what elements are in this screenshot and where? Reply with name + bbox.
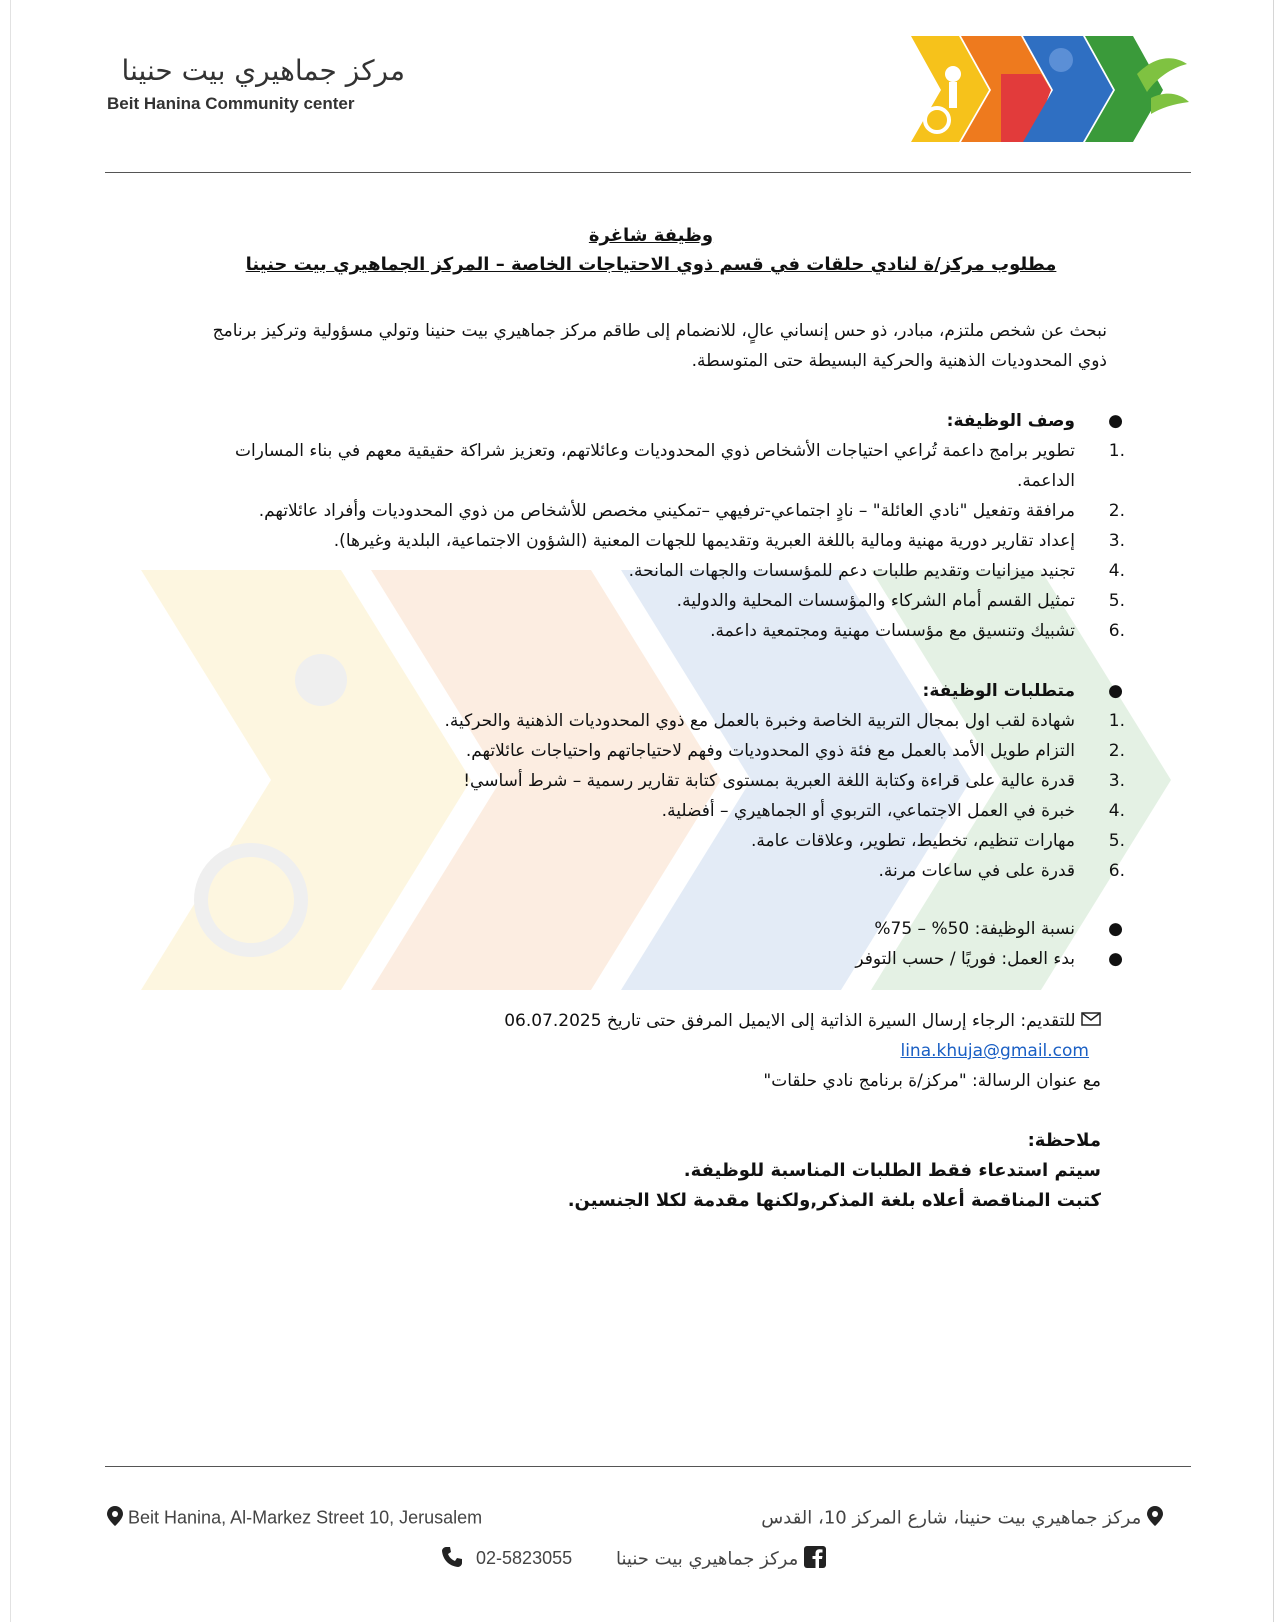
document-subtitle: مطلوب مركز/ة لنادي حلقات في قسم ذوي الاحتياجات الخاصة – المركز الجماهيري بيت حنينا xyxy=(245,254,1057,275)
job-percentage: ● نسبة الوظيفة: 50% – 75% xyxy=(171,914,1131,944)
bullet-icon: ● xyxy=(1108,949,1123,969)
list-item: 1. شهادة لقب اول بمجال التربية الخاصة وخبرة بالعمل مع ذوي المحدوديات الذهنية والحركية. xyxy=(444,711,1125,731)
list-item: 1. تطوير برامج داعمة تُراعي احتياجات الأشخاص ذوي المحدوديات وعائلاتهم، وتعزيز شراكة حقيقية معهم في بناء المسارات الداعمة. xyxy=(234,441,1125,491)
list-item: 2. مرافقة وتفعيل "نادي العائلة" – نادٍ اجتماعي-ترفيهي –تمكيني مخصص للأشخاص من ذوي المحدوديات وأفراد عائلاتهم. xyxy=(258,501,1125,521)
list-item: 5. تمثيل القسم أمام الشركاء والمؤسسات المحلية والدولية. xyxy=(676,591,1125,611)
job-requirements-heading: ● متطلبات الوظيفة: xyxy=(171,676,1131,706)
list-item: 4. خبرة في العمل الاجتماعي، التربوي أو الجماهيري – أفضلية. xyxy=(661,801,1125,821)
bullet-icon: ● xyxy=(1108,919,1123,939)
document-body xyxy=(171,222,1131,1216)
apply-text: للتقديم: الرجاء إرسال السيرة الذاتية إلى الايميل المرفق حتى تاريخ 06.07.2025 xyxy=(171,1006,1101,1036)
job-description-heading: ● وصف الوظيفة: xyxy=(171,406,1131,436)
intro-paragraph: نبحث عن شخص ملتزم، مبادر، ذو حس إنساني عالٍ، للانضمام إلى طاقم مركز جماهيري بيت حنينا وتولي مسؤولية وتركيز برنامج ذوي المحدوديات الذهنية والحركية البسيطة حتى المتوسطة. xyxy=(212,321,1107,371)
bullet-icon: ● xyxy=(1108,681,1123,701)
envelope-icon xyxy=(1081,1006,1101,1036)
note-heading: ملاحظة: xyxy=(1027,1130,1101,1151)
application-instructions xyxy=(171,1006,1131,1096)
org-name-arabic: مركز جماهيري بيت حنينا xyxy=(121,54,405,87)
job-requirements-list xyxy=(171,706,1131,886)
community-center-logo-icon xyxy=(911,34,1191,144)
list-item: 4. تجنيد ميزانيات وتقديم طلبات دعم للمؤسسات والجهات المانحة. xyxy=(628,561,1125,581)
phone-icon xyxy=(441,1546,463,1573)
footer-divider xyxy=(105,1466,1191,1467)
job-requirements-section xyxy=(171,676,1131,886)
note-section xyxy=(171,1126,1131,1216)
list-item: 6. تشبيك وتنسيق مع مؤسسات مهنية ومجتمعية داعمة. xyxy=(710,621,1125,641)
note-line-1: سيتم استدعاء فقط الطلبات المناسبة للوظيفة. xyxy=(683,1160,1101,1181)
footer-address-english: Beit Hanina, Al-Markez Street 10, Jerusalem xyxy=(107,1506,482,1531)
job-description-list xyxy=(171,436,1131,646)
location-pin-icon xyxy=(107,1506,123,1531)
document-title: وظيفة شاغرة xyxy=(588,225,714,246)
list-item: 3. إعداد تقارير دورية مهنية ومالية باللغة العبرية وتقديمها للجهات المعنية (الشؤون الاجتماعية، البلدية وغيرها). xyxy=(333,531,1125,551)
footer-address-arabic: مركز جماهيري بيت حنينا، شارع المركز 10، القدس xyxy=(761,1506,1163,1531)
email-link[interactable]: lina.khuja@gmail.com xyxy=(900,1041,1089,1061)
header-divider xyxy=(105,172,1191,173)
facebook-icon xyxy=(804,1546,826,1573)
note-line-2: كتبت المناقصة أعلاه بلغة المذكر,ولكنها مقدمة لكلا الجنسين. xyxy=(567,1190,1101,1211)
job-details xyxy=(171,914,1131,974)
bullet-icon: ● xyxy=(1108,411,1123,431)
start-date: ● بدء العمل: فوريًا / حسب التوفر xyxy=(171,944,1131,974)
list-item: 5. مهارات تنظيم، تخطيط، تطوير، وعلاقات عامة. xyxy=(750,831,1125,851)
location-pin-icon xyxy=(1147,1506,1163,1531)
list-item: 3. قدرة عالية على قراءة وكتابة اللغة العبرية بمستوى كتابة تقارير رسمية – شرط أساسي! xyxy=(463,771,1125,791)
footer-facebook: مركز جماهيري بيت حنينا xyxy=(616,1546,826,1573)
footer-phone: 02-5823055 xyxy=(441,1546,572,1573)
job-description-section xyxy=(171,406,1131,646)
document-page xyxy=(10,0,1274,1622)
list-item: 6. قدرة على في ساعات مرنة. xyxy=(878,861,1125,881)
subject-line: مع عنوان الرسالة: "مركز/ة برنامج نادي حلقات" xyxy=(763,1071,1101,1091)
list-item: 2. التزام طويل الأمد بالعمل مع فئة ذوي المحدوديات وفهم لاحتياجاتهم واحتياجات عائلاتهم. xyxy=(465,741,1125,761)
org-name-english: Beit Hanina Community center xyxy=(107,94,355,113)
